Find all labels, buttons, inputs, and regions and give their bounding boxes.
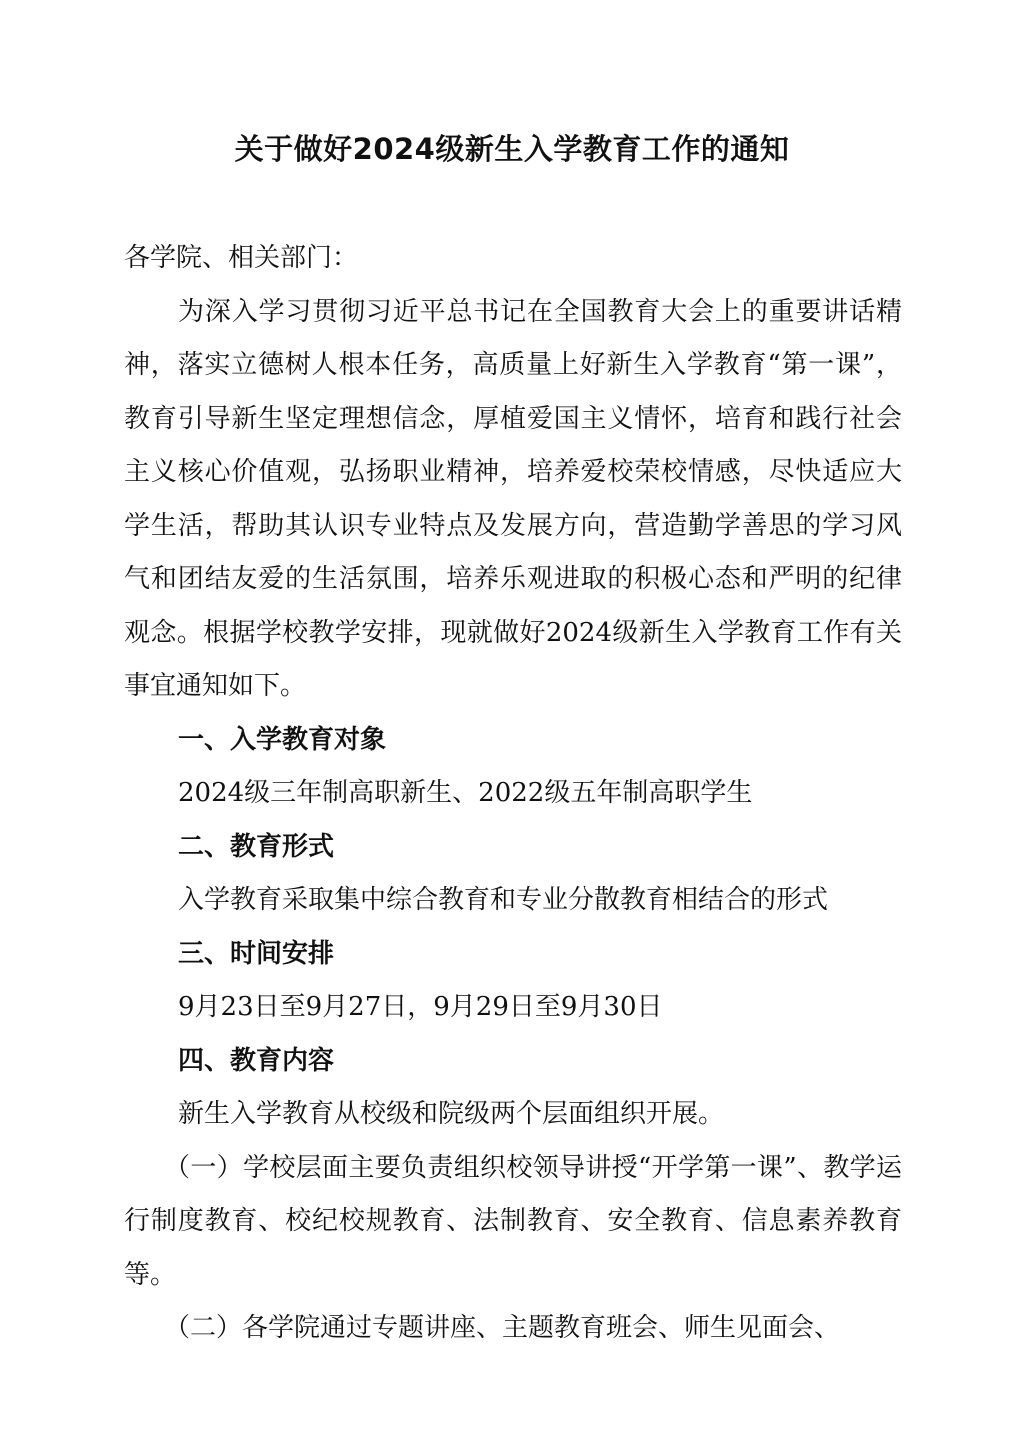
intro-paragraph: 为深入学习贯彻习近平总书记在全国教育大会上的重要讲话精神，落实立德树人根本任务，高质量上好新生入学教育“第一课”，教育引导新生坚定理想信念，厚植爱国主义情怀，培育和践行社会主义核心价值观，弘扬职业精神，培养爱校荣校情感，尽快适应大学生活，帮助其认识专业特点及发展方向，营造勤学善思的学习风气和团结友爱的生活氛围，培养乐观进取的积极心态和严明的纪律观念。根据学校教学安排，现就做好2024级新生入学教育工作有关事宜通知如下。 (124, 296, 902, 701)
content-item-1: （一）学校层面主要负责组织校领导讲授“开学第一课”、教学运行制度教育、校纪校规教育、法制教育、安全教育、信息素养教育等。 (124, 1152, 902, 1290)
section-heading-1: 一、入学教育对象 (178, 724, 387, 755)
section-text-4: 新生入学教育从校级和院级两个层面组织开展。 (178, 1099, 725, 1129)
section-heading-2: 二、教育形式 (178, 831, 335, 862)
section-text-3: 9月23日至9月27日，9月29日至9月30日 (178, 992, 663, 1022)
document-body (124, 232, 902, 1356)
section-text-1: 2024级三年制高职新生、2022级五年制高职学生 (178, 778, 753, 808)
document-title: 关于做好2024级新生入学教育工作的通知 (234, 132, 790, 166)
salutation: 各学院、相关部门： (124, 243, 359, 273)
section-heading-3: 三、时间安排 (178, 938, 335, 969)
section-text-2: 入学教育采取集中综合教育和专业分散教育相结合的形式 (178, 885, 829, 915)
section-heading-4: 四、教育内容 (178, 1045, 335, 1076)
content-item-2: （二）各学院通过专题讲座、主题教育班会、师生见面会、 (164, 1313, 841, 1343)
